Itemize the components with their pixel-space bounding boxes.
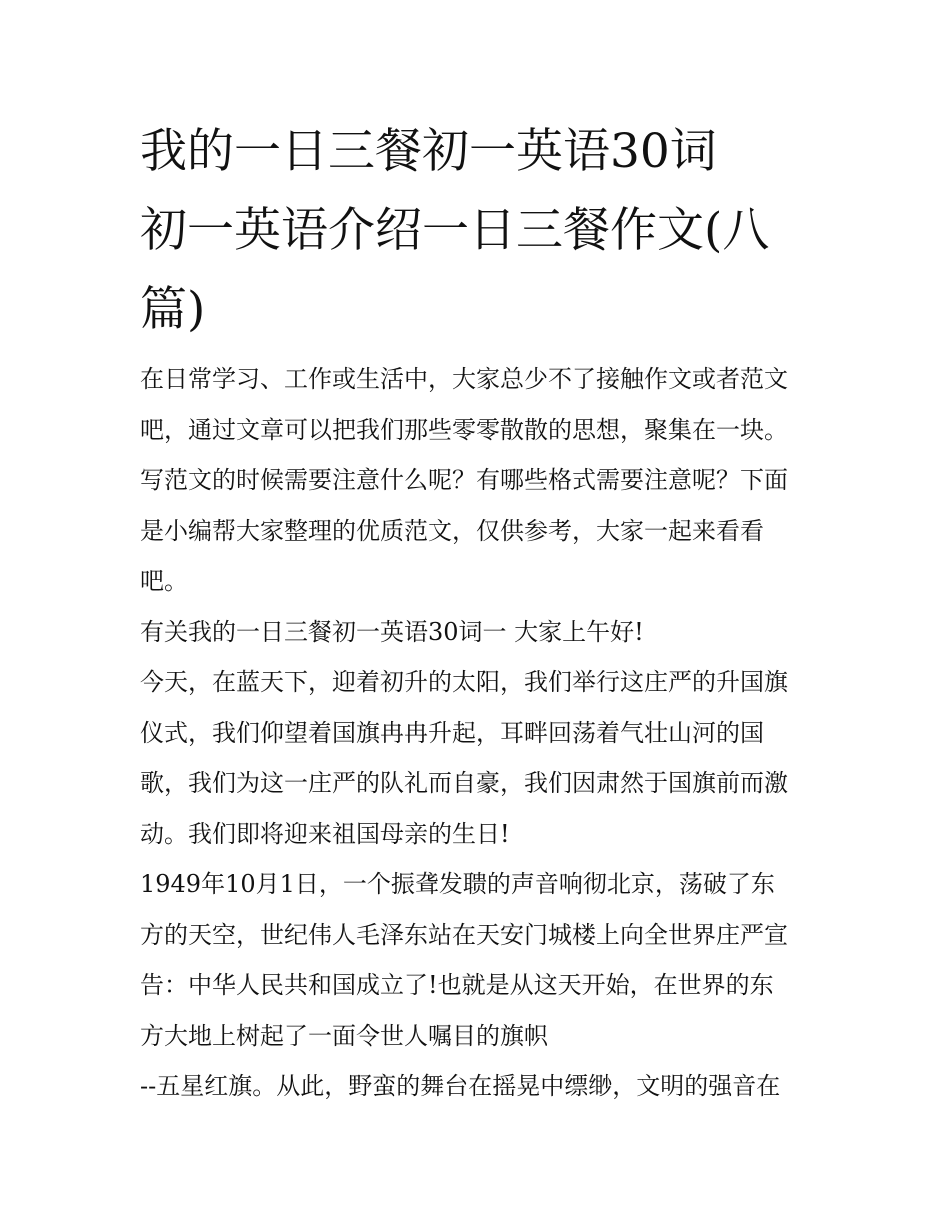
body-line: 歌，我们为这一庄严的队礼而自豪，我们因肃然于国旗前而激 [140,769,788,797]
title-line: 篇) [140,282,206,337]
body-line: 仪式，我们仰望着国旗冉冉升起，耳畔回荡着气壮山河的国 [140,718,764,747]
body-line: 吧。 [140,567,188,595]
body-line: 1949年10月1日，一个振聋发聩的声音响彻北京，荡破了东 [140,870,775,898]
title-line: 我的一日三餐初一英语30词 [140,124,717,179]
document-body [140,354,820,1112]
body-line: 吧，通过文章可以把我们那些零零散散的思想，聚集在一块。 [140,415,788,444]
body-line: 方大地上树起了一面令世人嘱目的旗帜 [140,1021,548,1050]
body-line: 在日常学习、工作或生活中，大家总少不了接触作文或者范文 [140,365,788,393]
body-line: --五星红旗。从此，野蛮的舞台在摇晃中缥缈，文明的强音在 [140,1072,781,1100]
body-line: 告：中华人民共和国成立了!也就是从这天开始，在世界的东 [140,971,774,999]
body-line: 是小编帮大家整理的优质范文，仅供参考，大家一起来看看 [140,516,764,545]
body-line: 今天，在蓝天下，迎着初升的太阳，我们举行这庄严的升国旗 [140,668,788,696]
body-line: 有关我的一日三餐初一英语30词一 大家上午好! [140,617,644,646]
body-line: 写范文的时候需要注意什么呢？有哪些格式需要注意呢？下面 [140,466,788,494]
body-line: 动。我们即将迎来祖国母亲的生日! [140,819,510,848]
document-title [140,112,820,349]
title-line: 初一英语介绍一日三餐作文(八 [140,203,770,258]
body-line: 方的天空，世纪伟人毛泽东站在天安门城楼上向全世界庄严宣 [140,920,788,949]
